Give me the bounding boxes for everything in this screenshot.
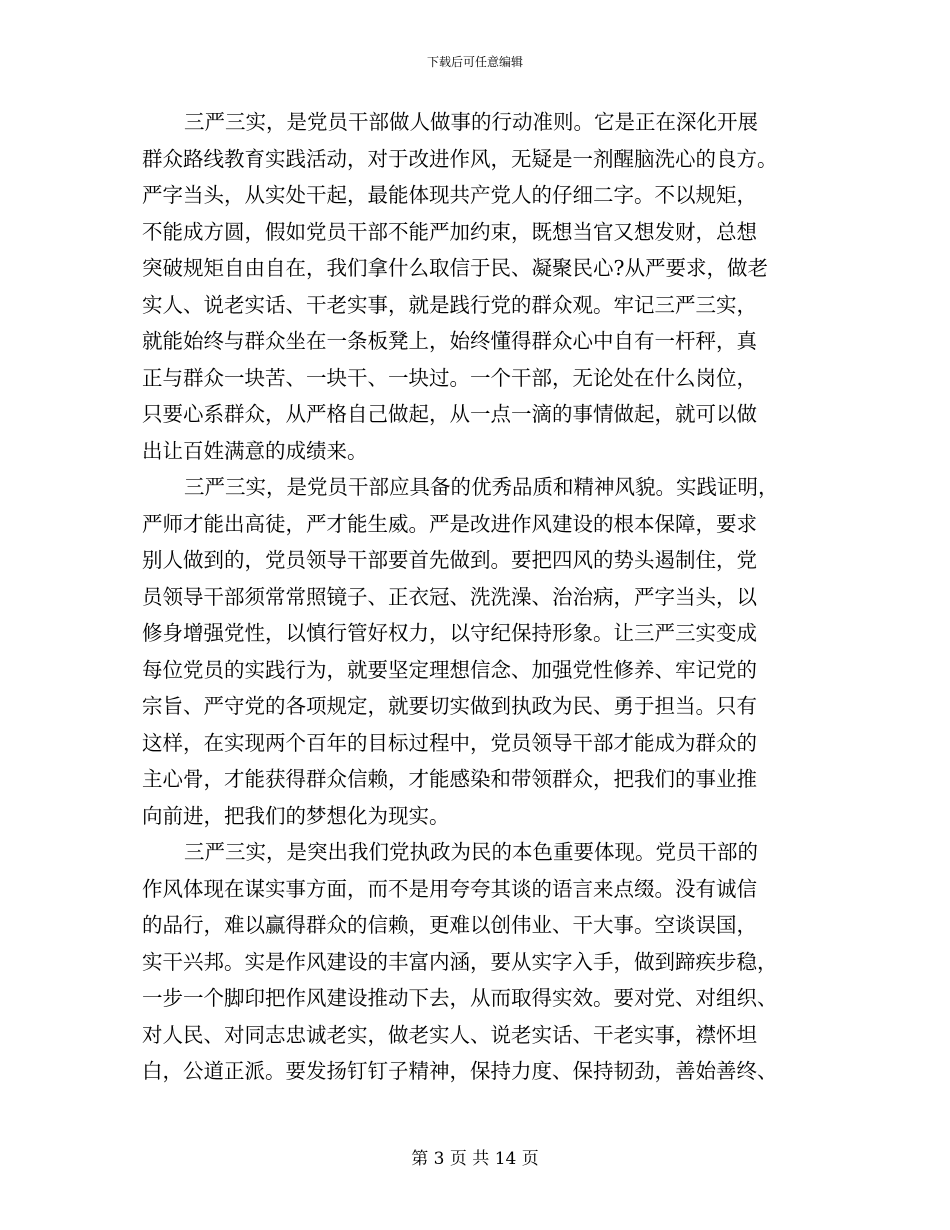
- text-line: 三严三实，是党员干部做人做事的行动准则。它是正在深化开展: [184, 110, 758, 134]
- text-line: 三严三实，是党员干部应具备的优秀品质和精神风貌。实践证明，: [184, 475, 779, 499]
- text-line: 对人民、对同志忠诚老实，做老实人、说老实话、干老实事，襟怀坦: [142, 1022, 757, 1047]
- text-line: 作风体现在谋实事方面，而不是用夸夸其谈的语言来点缀。没有诚信: [142, 876, 757, 901]
- text-line: 向前进，把我们的梦想化为现实。: [142, 803, 450, 828]
- text-line: 实人、说老实话、干老实事，就是践行党的群众观。牢记三严三实，: [142, 292, 757, 317]
- text-line: 一步一个脚印把作风建设推动下去，从而取得实效。要对党、对组织、: [142, 986, 778, 1010]
- page-header: 下载后可任意编辑: [426, 55, 523, 69]
- text-line: 群众路线教育实践活动，对于改进作风，无疑是一剂醒脑洗心的良方。: [142, 146, 778, 171]
- text-line: 就能始终与群众坐在一条板凳上，始终懂得群众心中自有一杆秤，真: [142, 329, 757, 353]
- text-line: 严字当头，从实处干起，最能体现共产党人的仔细二字。不以规矩，: [142, 183, 757, 207]
- text-line: 的品行，难以赢得群众的信赖，更难以创伟业、干大事。空谈误国，: [142, 913, 757, 937]
- text-line: 正与群众一块苦、一块干、一块过。一个干部，无论处在什么岗位，: [142, 365, 757, 390]
- text-line: 三严三实，是突出我们党执政为民的本色重要体现。党员干部的: [184, 840, 758, 864]
- text-line: 宗旨、严守党的各项规定，就要切实做到执政为民、勇于担当。只有: [142, 694, 757, 718]
- text-line: 这样，在实现两个百年的目标过程中，党员领导干部才能成为群众的: [142, 730, 757, 755]
- page-footer: 第 3 页 共 14 页: [411, 1149, 539, 1169]
- text-line: 只要心系群众，从严格自己做起，从一点一滴的事情做起，就可以做: [142, 402, 757, 426]
- text-line: 员领导干部须常常照镜子、正衣冠、洗洗澡、治治病，严字当头，以: [142, 584, 757, 609]
- text-line: 突破规矩自由自在，我们拿什么取信于民、凝聚民心?从严要求，做老: [142, 256, 768, 280]
- text-line: 每位党员的实践行为，就要坚定理想信念、加强党性修养、牢记党的: [142, 657, 757, 682]
- document-body: [142, 104, 810, 1090]
- text-line: 修身增强党性，以慎行管好权力，以守纪保持形象。让三严三实变成: [142, 621, 757, 645]
- text-line: 别人做到的，党员领导干部要首先做到。要把四风的势头遏制住，党: [142, 548, 757, 572]
- text-line: 出让百姓满意的成绩来。: [142, 438, 368, 463]
- text-line: 不能成方圆，假如党员干部不能严加约束，既想当官又想发财，总想: [142, 219, 757, 244]
- text-line: 实干兴邦。实是作风建设的丰富内涵，要从实字入手，做到蹄疾步稳，: [142, 949, 778, 974]
- text-line: 白，公道正派。要发扬钉钉子精神，保持力度、保持韧劲，善始善终、: [142, 1059, 778, 1083]
- text-line: 主心骨，才能获得群众信赖，才能感染和带领群众，把我们的事业推: [142, 767, 757, 791]
- text-line: 严师才能出高徒，严才能生威。严是改进作风建设的根本保障，要求: [142, 511, 757, 536]
